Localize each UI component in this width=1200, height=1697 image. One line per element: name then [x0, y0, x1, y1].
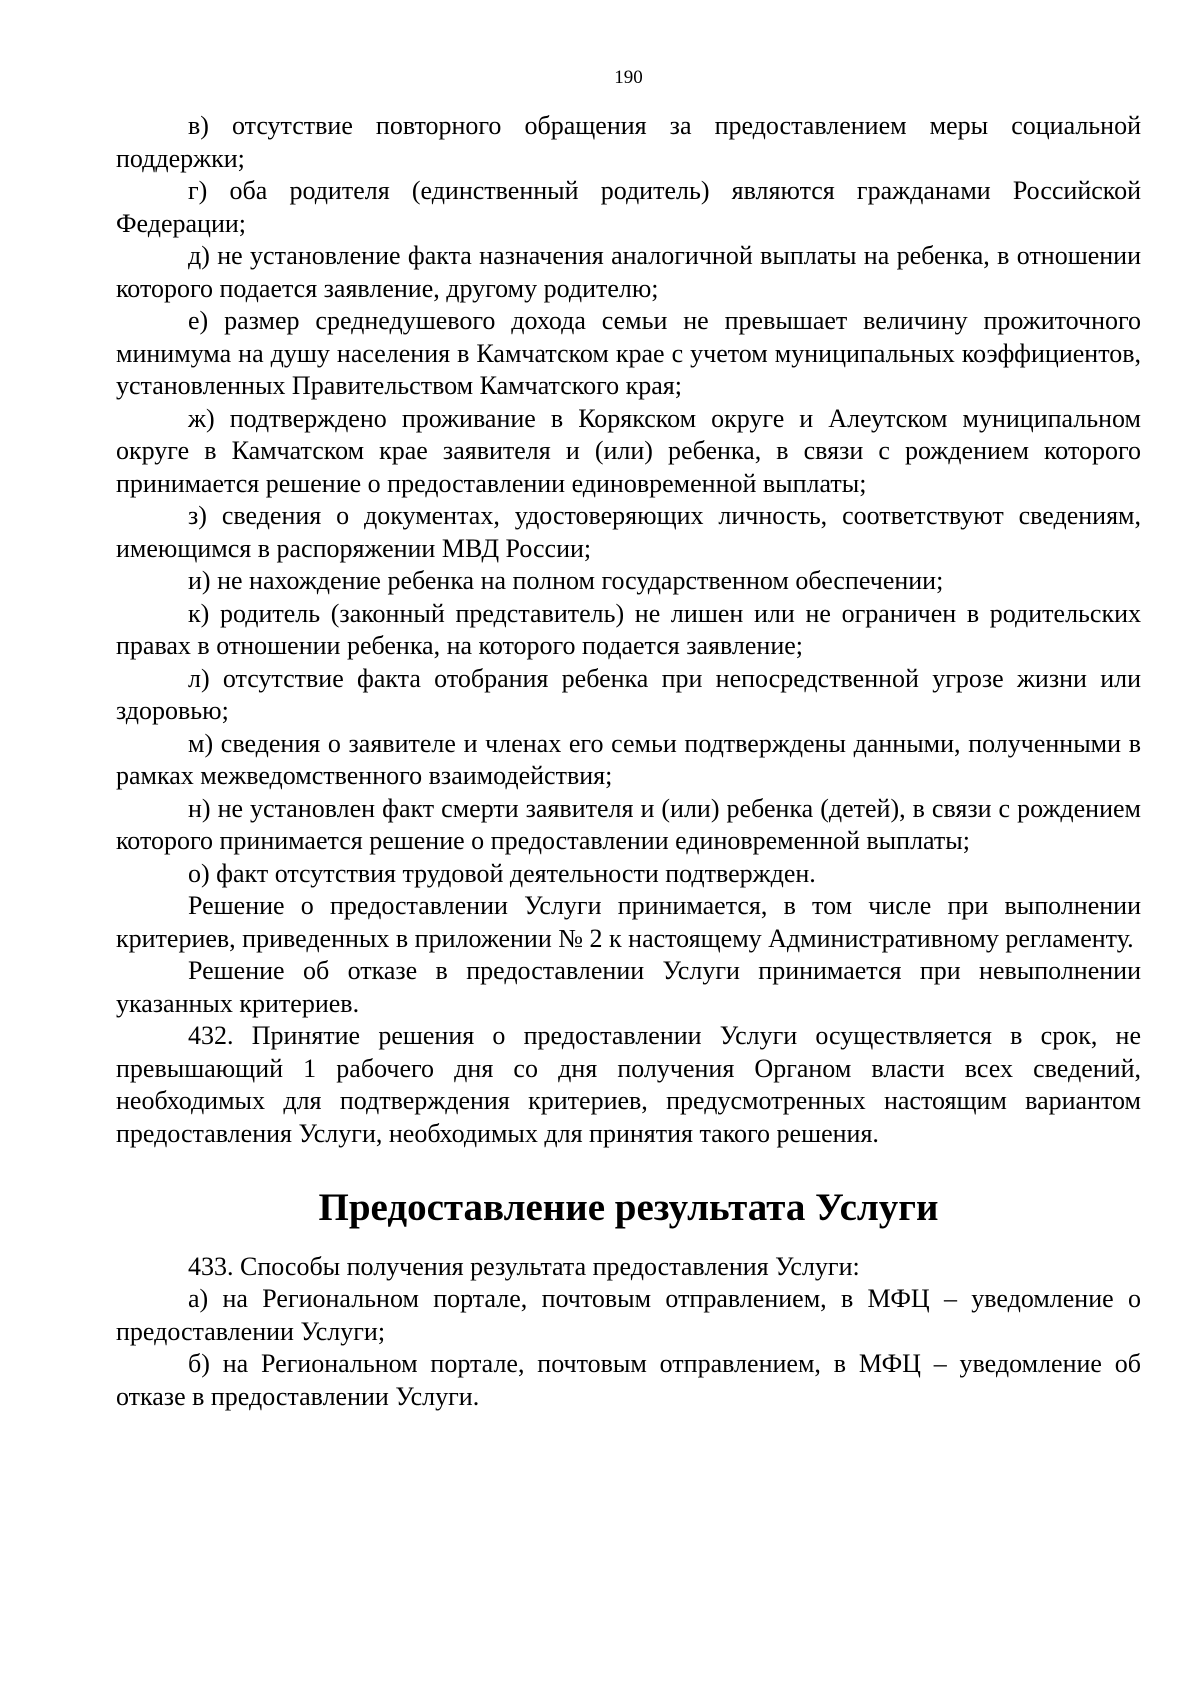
paragraph-clause-433: 433. Способы получения результата предоставления Услуги:	[188, 1251, 860, 1281]
paragraphs-after-heading	[116, 1251, 1141, 1414]
paragraph-decision-refusal: Решение об отказе в предоставлении Услуги принимается при невыполнении указанных критериев.	[116, 956, 1141, 1018]
page-number: 190	[614, 67, 643, 88]
paragraph-item-z: з) сведения о документах, удостоверяющих личность, соответствуют сведениям, имеющимся в распоряжении МВД России;	[116, 501, 1141, 563]
paragraph-item-k: к) родитель (законный представитель) не лишен или не ограничен в родительских правах в отношении ребенка, на которого подается заявление;	[116, 598, 1141, 660]
paragraph-item-zh: ж) подтверждено проживание в Корякском округе и Алеутском муниципальном округе в Камчатском крае заявителя и (или) ребенка, в связи с рождением которого принимается решение о предоставлении единовременной выплаты;	[116, 403, 1141, 498]
paragraph-item-i: и) не нахождение ребенка на полном государственном обеспечении;	[188, 566, 944, 595]
paragraphs-before-heading	[116, 110, 1141, 1150]
paragraph-item-b: б) на Региональном портале, почтовым отправлением, в МФЦ – уведомление об отказе в предоставлении Услуги.	[116, 1349, 1141, 1411]
paragraph-item-m: м) сведения о заявителе и членах его семьи подтверждены данными, полученными в рамках межведомственного взаимодействия;	[116, 728, 1141, 790]
paragraph-item-d: д) не установление факта назначения аналогичной выплаты на ребенка, в отношении которого подается заявление, другому родителю;	[116, 241, 1141, 303]
paragraph-clause-432: 432. Принятие решения о предоставлении Услуги осуществляется в срок, не превышающий 1 рабочего дня со дня получения Органом власти всех сведений, необходимых для подтверждения критериев, предусмотренных настоящим вариантом предоставления Услуги, необходимых для принятия такого решения.	[116, 1021, 1141, 1148]
paragraph-item-e: е) размер среднедушевого дохода семьи не превышает величину прожиточного минимума на душу населения в Камчатском крае с учетом муниципальных коэффициентов, установленных Правительством Камчатского края;	[116, 306, 1141, 400]
section-heading: Предоставление результата Услуги	[318, 1186, 939, 1229]
paragraph-item-l: л) отсутствие факта отобрания ребенка при непосредственной угрозе жизни или здоровью;	[116, 663, 1141, 725]
paragraph-item-n: н) не установлен факт смерти заявителя и (или) ребенка (детей), в связи с рождением которого принимается решение о предоставлении единовременной выплаты;	[116, 793, 1141, 855]
paragraph-decision-grant: Решение о предоставлении Услуги принимается, в том числе при выполнении критериев, приведенных в приложении № 2 к настоящему Административному регламенту.	[116, 891, 1141, 953]
paragraph-item-g: г) оба родителя (единственный родитель) являются гражданами Российской Федерации;	[116, 176, 1141, 238]
paragraph-item-o: о) факт отсутствия трудовой деятельности подтвержден.	[188, 858, 816, 888]
paragraph-item-v: в) отсутствие повторного обращения за предоставлением меры социальной поддержки;	[116, 111, 1141, 173]
paragraph-item-a: а) на Региональном портале, почтовым отправлением, в МФЦ – уведомление о предоставлении Услуги;	[116, 1284, 1141, 1346]
